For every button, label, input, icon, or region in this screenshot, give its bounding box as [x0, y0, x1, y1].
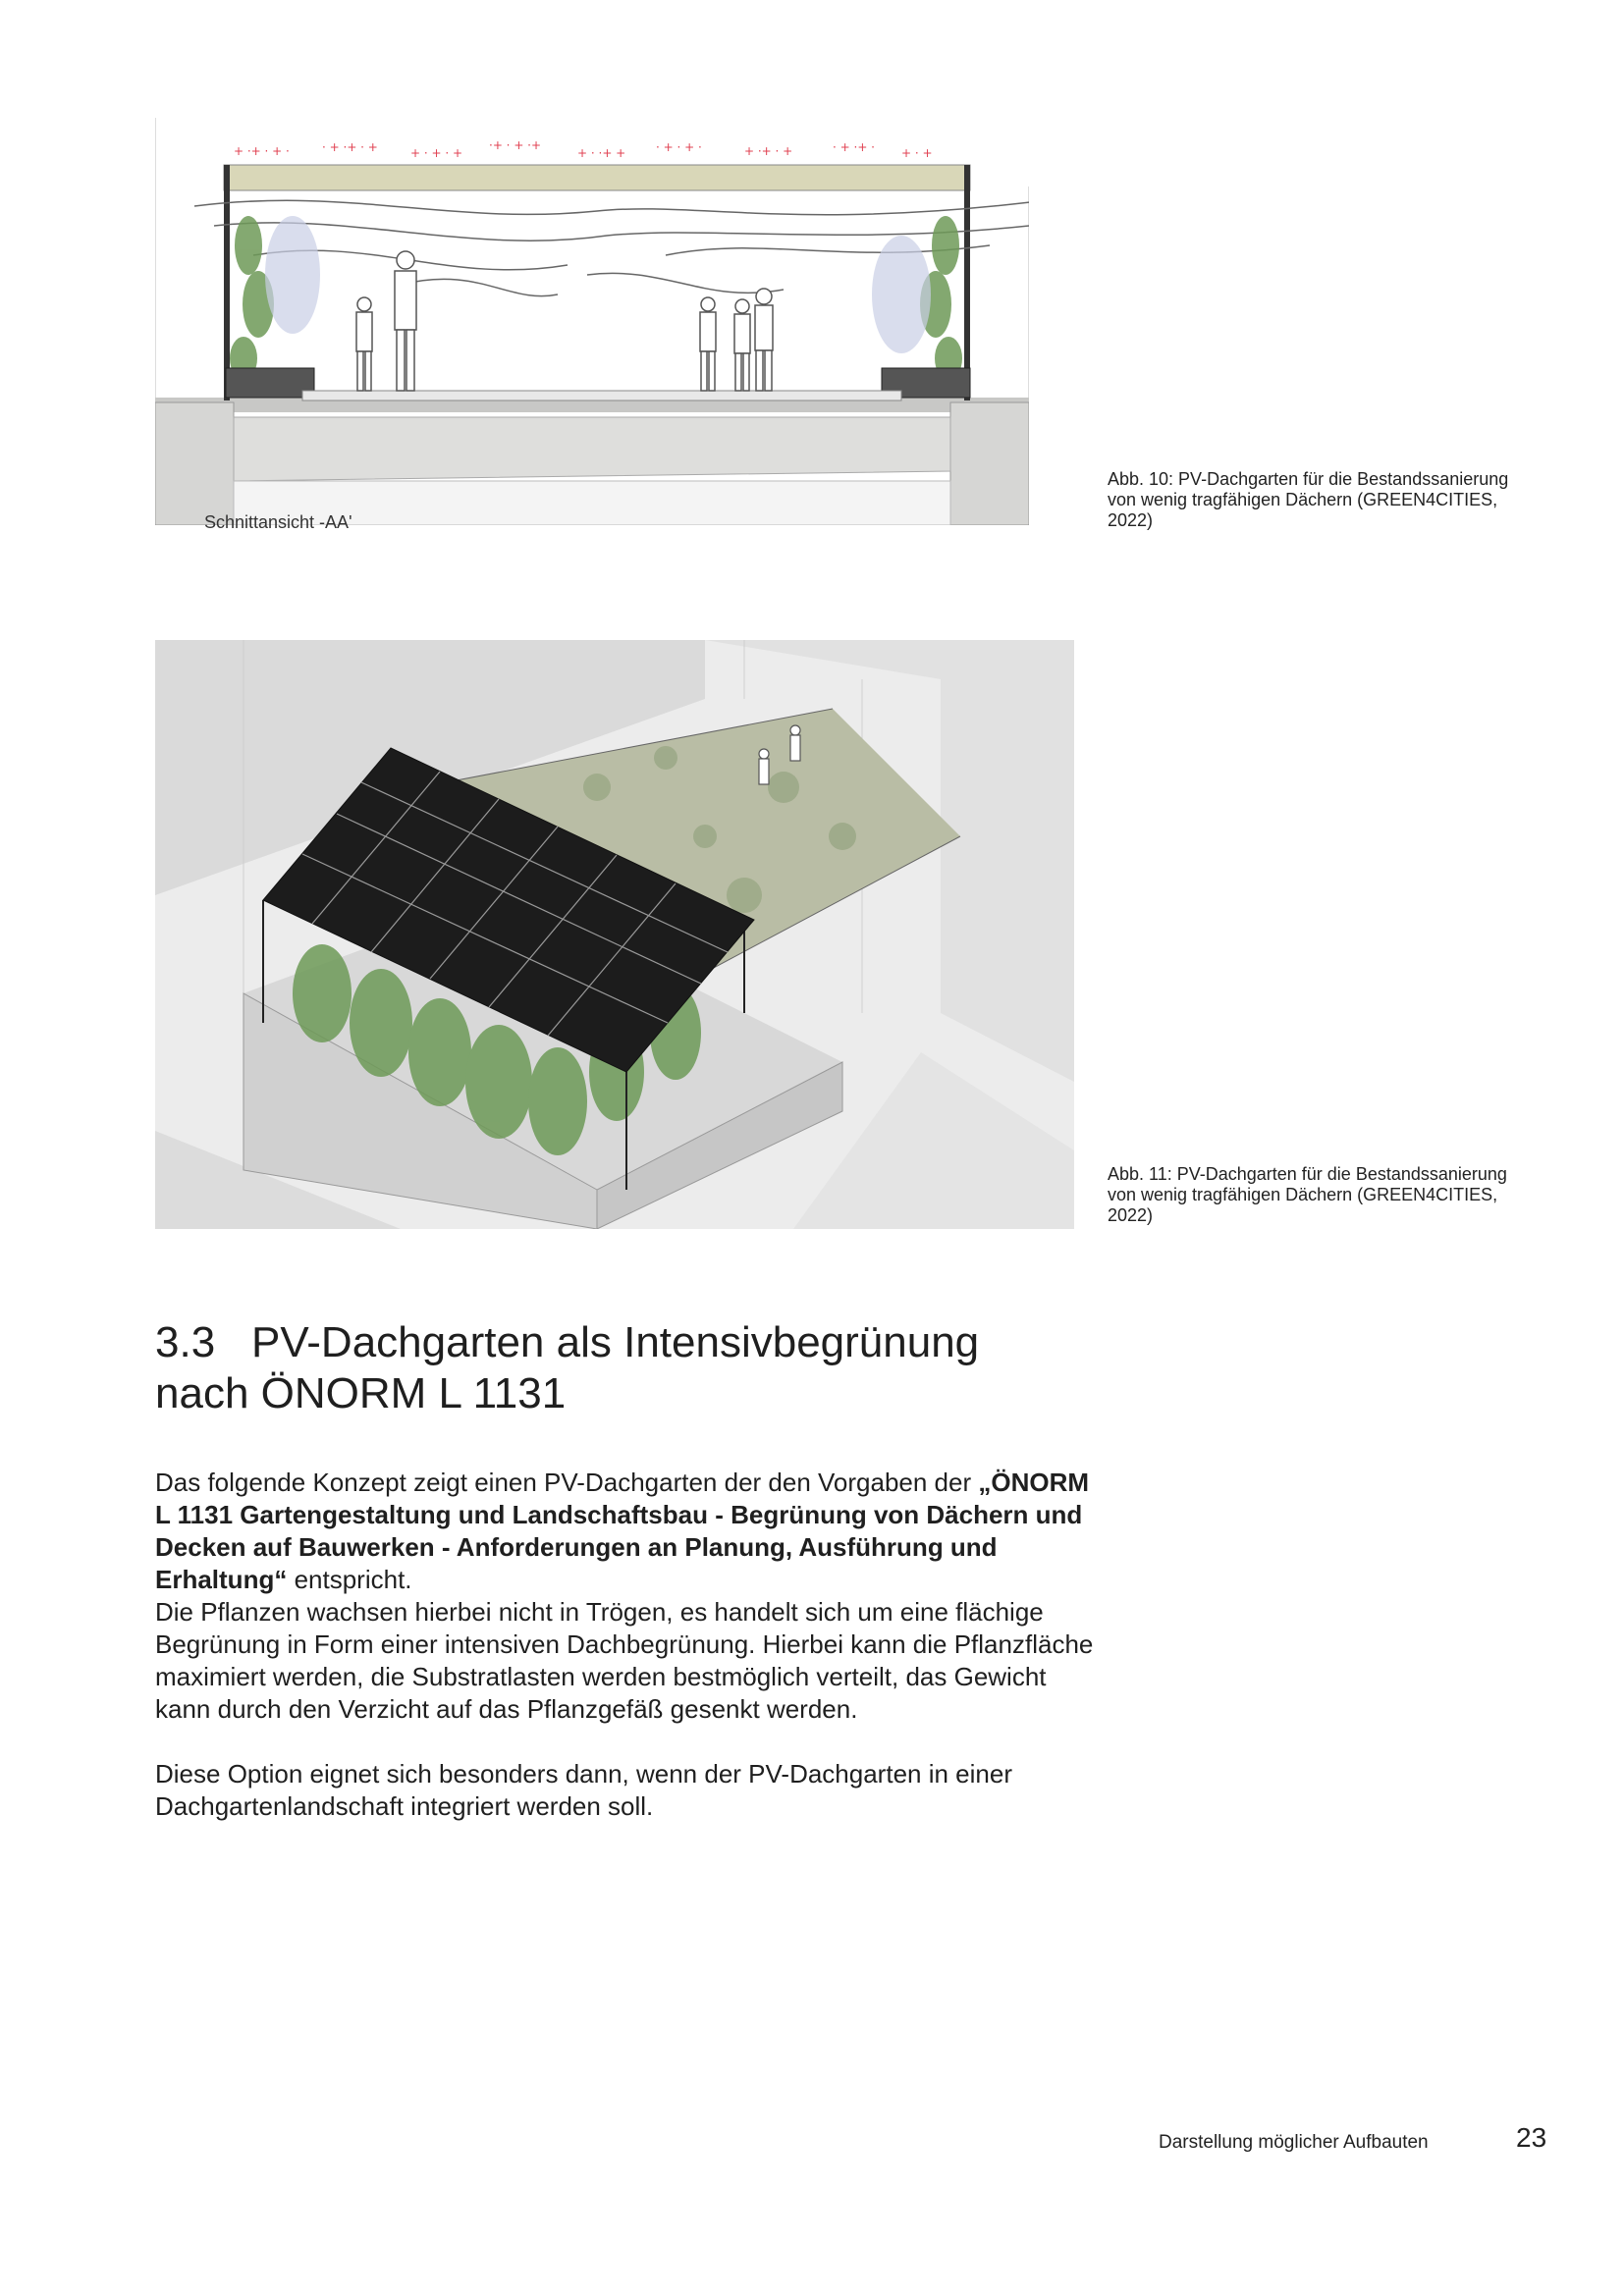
- axonometric-rendering-figure: [155, 640, 1074, 1229]
- section-title-line-2: nach ÖNORM L 1131: [155, 1369, 567, 1417]
- body-text: [155, 1467, 1098, 1823]
- svg-text:+ ·+ · + ·: + ·+ · + ·: [234, 144, 290, 158]
- section-title-line-1: PV-Dachgarten als Intensivbegrünung: [251, 1318, 980, 1366]
- section-heading: [155, 1317, 1117, 1419]
- paragraph-2: Die Pflanzen wachsen hierbei nicht in Trögen, es handelt sich um eine flächige Begrünung in Form einer intensiven Dachbegrünung. Hierbei kann die Pflanzfläche maximiert werden, die Substratlasten werden bestmöglich verteilt, das Gewicht kann durch den Verzicht auf das Pflanzgefäß gesenkt werden.: [155, 1597, 1094, 1724]
- svg-text:+ ·+ · +: + ·+ · +: [744, 144, 793, 158]
- caption-line: von wenig tragfähigen Dächern (GREEN4CITIES,: [1108, 1185, 1498, 1204]
- svg-text:+ · ·+ +: + · ·+ +: [577, 146, 626, 160]
- section-number: 3.3: [155, 1318, 216, 1366]
- svg-text:+ · + · +: + · + · +: [410, 146, 463, 160]
- paragraph-1-intro: Das folgende Konzept zeigt einen PV-Dachgarten der den Vorgaben der: [155, 1468, 972, 1497]
- caption-line: 2022): [1108, 510, 1154, 530]
- caption-line: Abb. 11: PV-Dachgarten für die Bestandssanierung: [1108, 1164, 1507, 1184]
- caption-line: Abb. 10: PV-Dachgarten für die Bestandssanierung: [1108, 469, 1509, 489]
- section-drawing-figure: [155, 118, 1029, 525]
- figure-1-caption: [1108, 469, 1569, 531]
- standard-title: „ÖNORM L 1131 Gartengestaltung und Landschaftsbau - Begrünung von Dächern und Decken auf Bauwerken - Anforderungen an Planung, Ausführung und Erhaltung“: [155, 1468, 1090, 1594]
- svg-text:· + · + ·: · + · + ·: [656, 140, 702, 154]
- paragraph-1: [155, 1467, 1098, 1596]
- page-number: 23: [1516, 2122, 1547, 2153]
- paragraph-1-tail: entspricht.: [287, 1565, 412, 1594]
- caption-line: 2022): [1108, 1205, 1154, 1225]
- svg-text:· + ·+ · +: · + ·+ · +: [322, 140, 378, 154]
- svg-text:·+ · + ·+: ·+ · + ·+: [489, 138, 542, 152]
- figure-2-caption: [1108, 1164, 1569, 1226]
- footer-chapter-title: Darstellung möglicher Aufbauten: [1159, 2132, 1429, 2153]
- figure-1-label: Schnittansicht -AA': [204, 512, 352, 532]
- svg-text:· + ·+ ·: · + ·+ ·: [833, 140, 875, 154]
- svg-text:+ · +: + · +: [901, 146, 933, 160]
- caption-line: von wenig tragfähigen Dächern (GREEN4CITIES,: [1108, 490, 1498, 509]
- paragraph-3: Diese Option eignet sich besonders dann, wenn der PV-Dachgarten in einer Dachgartenlandschaft integriert werden soll.: [155, 1759, 1012, 1821]
